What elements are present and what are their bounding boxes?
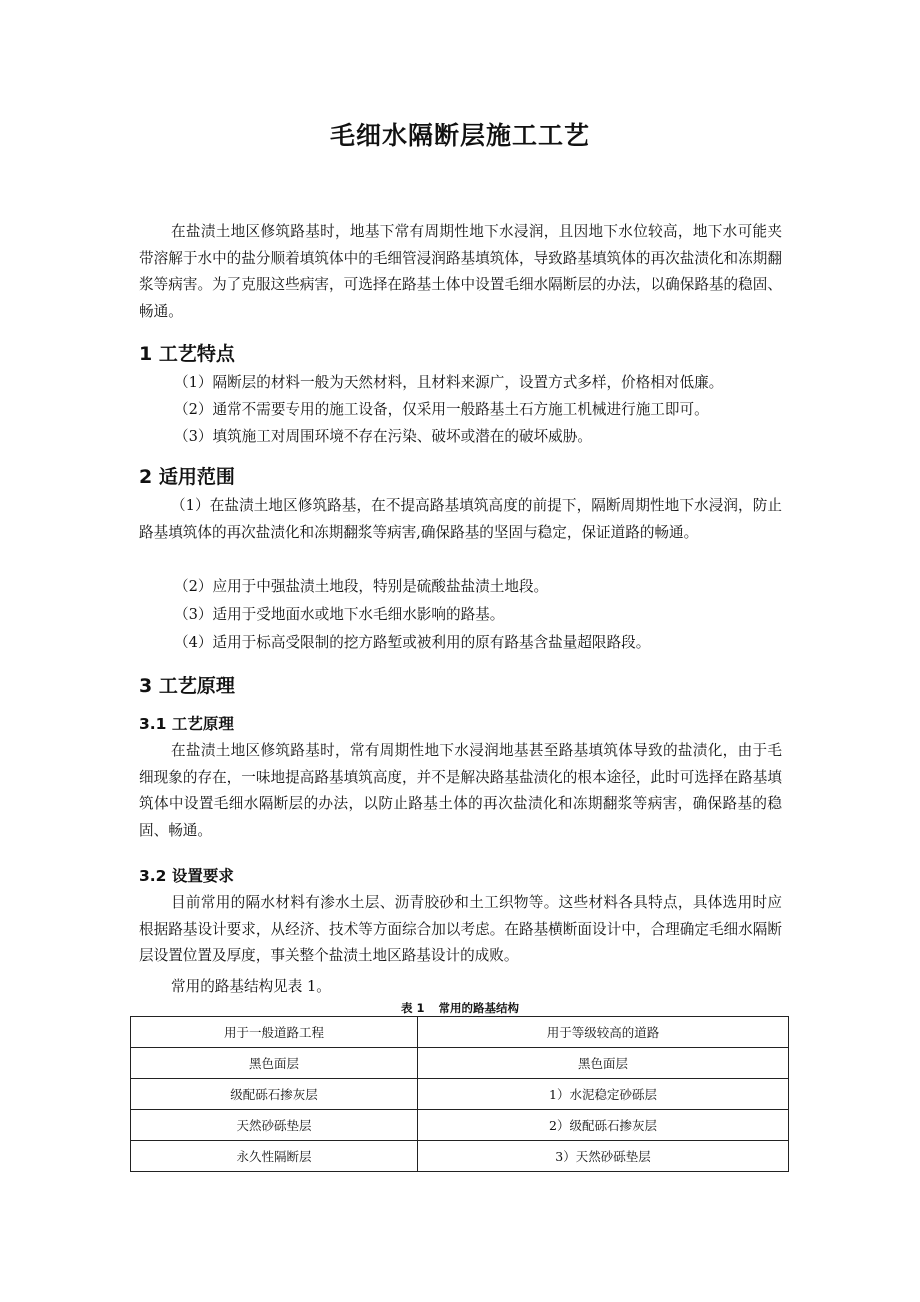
road-structure-table [130, 1016, 789, 1172]
section-2-item: （2）应用于中强盐渍土地段，特别是硫酸盐盐渍土地段。 [174, 578, 549, 595]
table-cell: 1）水泥稳定砂砾层 [418, 1079, 789, 1110]
subsection-3-2-heading: 3.2 设置要求 [139, 867, 234, 885]
table-cell: 永久性隔断层 [131, 1141, 418, 1172]
table-row [131, 1141, 789, 1172]
table-caption-title: 常用的路基结构 [438, 1001, 519, 1015]
table-cell: 级配砾石掺灰层 [131, 1079, 418, 1110]
document-title: 毛细水隔断层施工工艺 [329, 121, 590, 150]
section-1-item: （3）填筑施工对周围环境不存在污染、破坏或潜在的破坏威胁。 [174, 428, 592, 445]
table-caption [0, 1000, 920, 1016]
table-header-cell: 用于一般道路工程 [131, 1017, 418, 1048]
table-header-cell: 用于等级较高的道路 [418, 1017, 789, 1048]
table-row [131, 1110, 789, 1141]
section-2-heading: 2 适用范围 [139, 466, 235, 488]
intro-paragraph: 在盐渍土地区修筑路基时，地基下常有周期性地下水浸润，且因地下水位较高，地下水可能夹带溶解于水中的盐分顺着填筑体中的毛细管浸润路基填筑体，导致路基填筑体的再次盐渍化和冻期翻浆等病害。为了克服这些病害，可选择在路基土体中设置毛细水隔断层的办法，以确保路基的稳固、畅通。 [139, 223, 782, 320]
section-3-heading: 3 工艺原理 [139, 675, 235, 697]
section-2-item: （3）适用于受地面水或地下水毛细水影响的路基。 [174, 606, 505, 623]
subsection-3-1-heading: 3.1 工艺原理 [139, 715, 234, 733]
table-row [131, 1079, 789, 1110]
table-cell: 2）级配砾石掺灰层 [418, 1110, 789, 1141]
table-row [131, 1048, 789, 1079]
section-1-heading: 1 工艺特点 [139, 343, 235, 365]
table-caption-number: 表 1 [400, 1001, 425, 1015]
section-2-item: （1）在盐渍土地区修筑路基，在不提高路基填筑高度的前提下，隔断周期性地下水浸润，防止路基填筑体的再次盐渍化和冻期翻浆等病害,确保路基的坚固与稳定，保证道路的畅通。 [139, 497, 782, 541]
table-cell: 3）天然砂砾垫层 [418, 1141, 789, 1172]
section-1-item: （2）通常不需要专用的施工设备，仅采用一般路基土石方施工机械进行施工即可。 [174, 401, 709, 418]
table-cell: 黑色面层 [418, 1048, 789, 1079]
table-header-row [131, 1017, 789, 1048]
table-reference: 常用的路基结构见表 1。 [171, 978, 331, 995]
section-1-item: （1）隔断层的材料一般为天然材料，且材料来源广，设置方式多样，价格相对低廉。 [174, 374, 724, 391]
subsection-3-2-paragraph: 目前常用的隔水材料有渗水土层、沥青胶砂和土工织物等。这些材料各具特点，具体选用时应根据路基设计要求，从经济、技术等方面综合加以考虑。在路基横断面设计中，合理确定毛细水隔断层设置位置及厚度，事关整个盐渍土地区路基设计的成败。 [139, 894, 782, 964]
table-cell: 黑色面层 [131, 1048, 418, 1079]
subsection-3-1-paragraph: 在盐渍土地区修筑路基时，常有周期性地下水浸润地基甚至路基填筑体导致的盐渍化，由于毛细现象的存在，一味地提高路基填筑高度，并不是解决路基盐渍化的根本途径，此时可选择在路基填筑体中设置毛细水隔断层的办法，以防止路基土体的再次盐渍化和冻期翻浆等病害，确保路基的稳固、畅通。 [139, 742, 782, 839]
section-2-item: （4）适用于标高受限制的挖方路堑或被利用的原有路基含盐量超限路段。 [174, 634, 651, 651]
table-cell: 天然砂砾垫层 [131, 1110, 418, 1141]
